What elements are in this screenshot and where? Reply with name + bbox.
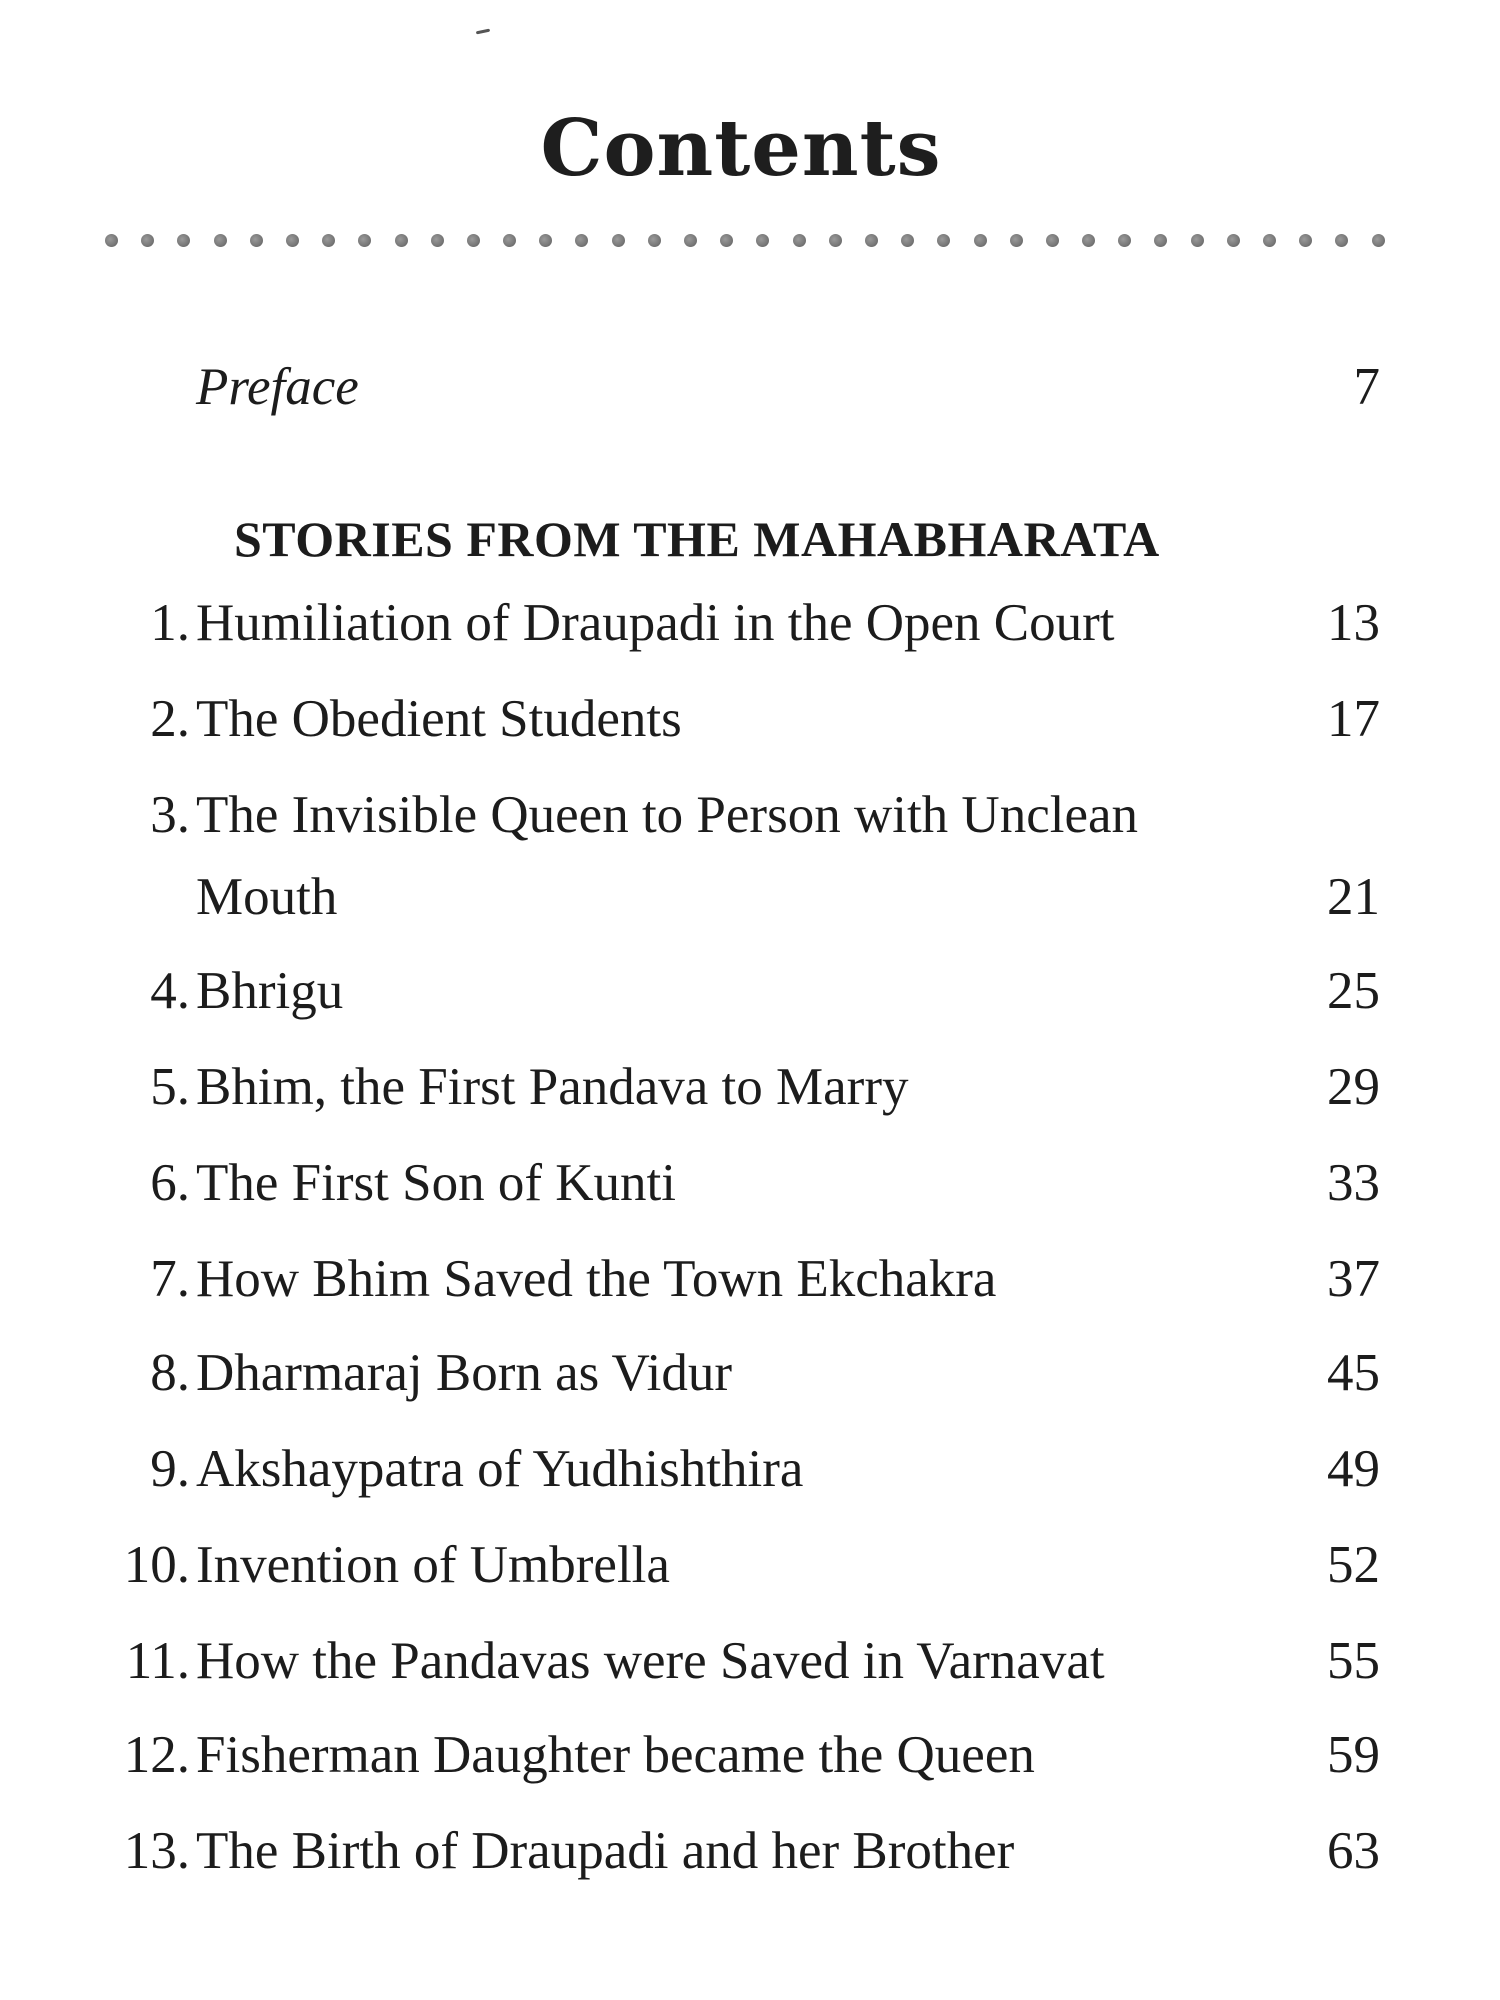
toc-entry[interactable] <box>0 956 1500 1026</box>
toc-entry[interactable] <box>0 1434 1500 1504</box>
toc-entry-number: 3. <box>150 786 190 844</box>
toc-entry-number: 9. <box>150 1440 190 1498</box>
toc-entry-title: Preface <box>196 358 359 416</box>
toc-entry-number: 10. <box>123 1536 190 1594</box>
toc-entry[interactable] <box>0 780 1500 850</box>
toc-entry[interactable] <box>0 588 1500 658</box>
toc-entry-preface[interactable] <box>0 352 1500 422</box>
toc-entry-page: 21 <box>1327 868 1380 926</box>
toc-entry-title: How the Pandavas were Saved in Varnavat <box>196 1632 1105 1690</box>
toc-entry-title: Humiliation of Draupadi in the Open Court <box>196 594 1115 652</box>
toc-entry[interactable] <box>0 684 1500 754</box>
toc-entry-page: 13 <box>1327 594 1380 652</box>
toc-entry-number: 12. <box>123 1726 190 1784</box>
toc-entry-page: 33 <box>1327 1154 1380 1212</box>
toc-entry-title: The Obedient Students <box>196 690 682 748</box>
scan-artifact <box>476 29 490 35</box>
toc-entry-title: Bhrigu <box>196 962 344 1020</box>
toc-entry-page: 52 <box>1327 1536 1380 1594</box>
toc-entry-page: 59 <box>1327 1726 1380 1784</box>
toc-entry-title: The First Son of Kunti <box>196 1154 676 1212</box>
toc-entry-title: The Invisible Queen to Person with Unclean <box>196 786 1138 844</box>
toc-entry[interactable] <box>0 1244 1500 1314</box>
toc-entry-number: 4. <box>150 962 190 1020</box>
toc-entry-title: Bhim, the First Pandava to Marry <box>196 1058 909 1116</box>
toc-entry-page: 49 <box>1327 1440 1380 1498</box>
toc-entry[interactable] <box>0 1052 1500 1122</box>
toc-entry-number: 7. <box>150 1250 190 1308</box>
toc-entry-page: 45 <box>1327 1344 1380 1402</box>
toc-entry[interactable] <box>0 1626 1500 1696</box>
toc-entry-title: The Birth of Draupadi and her Brother <box>196 1822 1015 1880</box>
toc-entry-title: How Bhim Saved the Town Ekchakra <box>196 1250 997 1308</box>
toc-entry-page: 55 <box>1327 1632 1380 1690</box>
toc-entry[interactable] <box>0 1530 1500 1600</box>
toc-entry-number: 2. <box>150 690 190 748</box>
toc-entry-title: Fisherman Daughter became the Queen <box>196 1726 1035 1784</box>
toc-entry-title: Akshaypatra of Yudhishthira <box>196 1440 804 1498</box>
toc-entry-page: 17 <box>1327 690 1380 748</box>
toc-entry-title: Invention of Umbrella <box>196 1536 670 1594</box>
toc-entry[interactable] <box>0 1148 1500 1218</box>
toc-entry-number: 13. <box>123 1822 190 1880</box>
toc-entry-title: Dharmaraj Born as Vidur <box>196 1344 733 1402</box>
page-title: Contents <box>540 103 942 194</box>
section-heading: STORIES FROM THE MAHABHARATA <box>234 511 1160 567</box>
toc-entry-number: 8. <box>150 1344 190 1402</box>
toc-entry-title-continuation: Mouth <box>196 868 338 926</box>
toc-entry-number: 1. <box>150 594 190 652</box>
toc-entry-page: 29 <box>1327 1058 1380 1116</box>
toc-entry-number: 5. <box>150 1058 190 1116</box>
toc-entry-number: 11. <box>125 1632 190 1690</box>
toc-entry-page: 37 <box>1327 1250 1380 1308</box>
toc-entry-page: 7 <box>1353 358 1380 416</box>
toc-entry-page: 63 <box>1327 1822 1380 1880</box>
toc-entry-page: 25 <box>1327 962 1380 1020</box>
toc-entry-continuation[interactable] <box>0 862 1500 932</box>
toc-entry[interactable] <box>0 1338 1500 1408</box>
toc-entry-number: 6. <box>150 1154 190 1212</box>
toc-entry[interactable] <box>0 1720 1500 1790</box>
toc-entry[interactable] <box>0 1816 1500 1886</box>
dotted-divider <box>105 232 1385 248</box>
